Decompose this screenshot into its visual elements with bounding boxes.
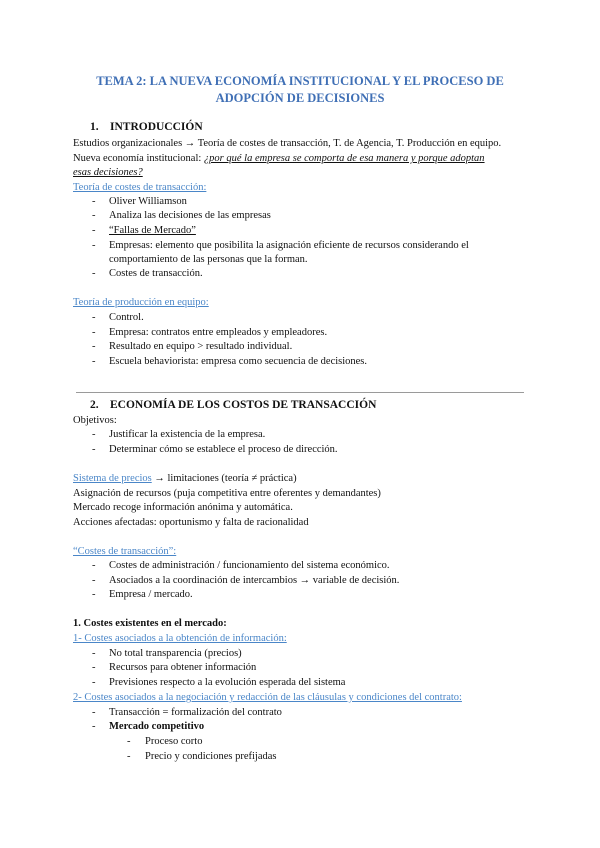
bullet-dash: - (92, 429, 96, 440)
nei-label: Nueva economía institucional: (73, 153, 204, 164)
title-line-1: TEMA 2: LA NUEVA ECONOMÍA INSTITUCIONAL Y EL PROCESO DE (96, 74, 504, 88)
horizontal-divider (76, 392, 524, 393)
nested-list-item: Proceso corto (145, 736, 203, 747)
tpe-link[interactable]: Teoría de producción en equipo: (73, 297, 209, 308)
bullet-dash: - (92, 707, 96, 718)
bullet-dash: - (92, 721, 96, 732)
bullet-dash: - (92, 356, 96, 367)
bullet-dash: - (92, 560, 96, 571)
list-item: Costes de administración / funcionamiento del sistema económico. (109, 560, 390, 571)
tct-link[interactable]: Teoría de costes de transacción: (73, 182, 207, 193)
list-item: Oliver Williamson (109, 196, 187, 207)
bullet-dash: - (92, 268, 96, 279)
bullet-dash: - (92, 444, 96, 455)
mercado-line: Mercado recoge información anónima y automática. (73, 502, 293, 513)
sub2-link[interactable]: 2- Costes asociados a la negociación y redacción de las cláusulas y condiciones del contrato: (73, 692, 462, 703)
list-item: Previsiones respecto a la evolución esperada del sistema (109, 677, 346, 688)
list-item: Asociados a la coordinación de intercambios → variable de decisión. (109, 575, 400, 586)
costes-mercado-heading: 1. Costes existentes en el mercado: (73, 618, 227, 629)
list-item: Recursos para obtener información (109, 662, 257, 673)
list-item: Escuela behaviorista: empresa como secuencia de decisiones. (109, 356, 368, 367)
list-item: Determinar cómo se establece el proceso de dirección. (109, 444, 338, 455)
objetivos-label: Objetivos: (73, 415, 117, 426)
nested-bullet-dash: - (127, 751, 131, 762)
nei-line (73, 152, 485, 166)
section-2-heading: ECONOMÍA DE LOS COSTOS DE TRANSACCIÓN (110, 399, 377, 411)
list-item: “Fallas de Mercado” (109, 225, 196, 236)
nei-question: ¿por qué la empresa se comporta de esa manera y porque adoptan (203, 153, 485, 164)
section-1-number: 1. (90, 121, 99, 133)
nested-bullet-dash: - (127, 736, 131, 747)
list-item: Control. (109, 312, 144, 323)
bullet-dash: - (92, 575, 96, 586)
sistema-precios-link[interactable]: Sistema de precios (73, 473, 152, 484)
document-title (60, 73, 540, 107)
list-item: Justificar la existencia de la empresa. (109, 429, 266, 440)
sistema-precios-line (73, 472, 297, 486)
list-item: Costes de transacción. (109, 268, 203, 279)
sub1-link[interactable]: 1- Costes asociados a la obtención de información: (73, 633, 287, 644)
bullet-dash: - (92, 589, 96, 600)
bullet-dash: - (92, 225, 96, 236)
bullet-dash: - (92, 240, 96, 251)
list-item: Resultado en equipo > resultado individual. (109, 341, 293, 352)
costes-transaccion-link[interactable]: “Costes de transacción”: (73, 546, 177, 557)
nested-list-item: Precio y condiciones prefijadas (145, 751, 277, 762)
list-item: Transacción = formalización del contrato (109, 707, 282, 718)
sistema-precios-rest: → limitaciones (teoría ≠ práctica) (151, 473, 297, 484)
bullet-dash: - (92, 196, 96, 207)
bullet-dash: - (92, 312, 96, 323)
list-item: Empresa: contratos entre empleados y empleadores. (109, 327, 328, 338)
bullet-dash: - (92, 677, 96, 688)
acciones-line: Acciones afectadas: oportunismo y falta de racionalidad (73, 517, 309, 528)
bullet-dash: - (92, 327, 96, 338)
bullet-dash: - (92, 210, 96, 221)
section-1-heading: INTRODUCCIÓN (110, 121, 203, 133)
bullet-dash: - (92, 662, 96, 673)
asignacion-line: Asignación de recursos (puja competitiva entre oferentes y demandantes) (73, 488, 381, 499)
bullet-dash: - (92, 341, 96, 352)
studies-line: Estudios organizacionales → Teoría de costes de transacción, T. de Agencia, T. Producción en equipo. (73, 138, 502, 149)
list-item: Empresas: elemento que posibilita la asignación eficiente de recursos considerando el (109, 240, 469, 251)
bullet-dash: - (92, 648, 96, 659)
section-2-number: 2. (90, 399, 99, 411)
list-item: Analiza las decisiones de las empresas (109, 210, 271, 221)
nei-question-cont: esas decisiones? (73, 167, 143, 178)
list-item: No total transparencia (precios) (109, 648, 242, 659)
list-item: Mercado competitivo (109, 721, 205, 732)
list-item: Empresa / mercado. (109, 589, 193, 600)
list-item-cont: comportamiento de las personas que la forman. (109, 254, 308, 265)
title-line-2: ADOPCIÓN DE DECISIONES (215, 91, 385, 105)
